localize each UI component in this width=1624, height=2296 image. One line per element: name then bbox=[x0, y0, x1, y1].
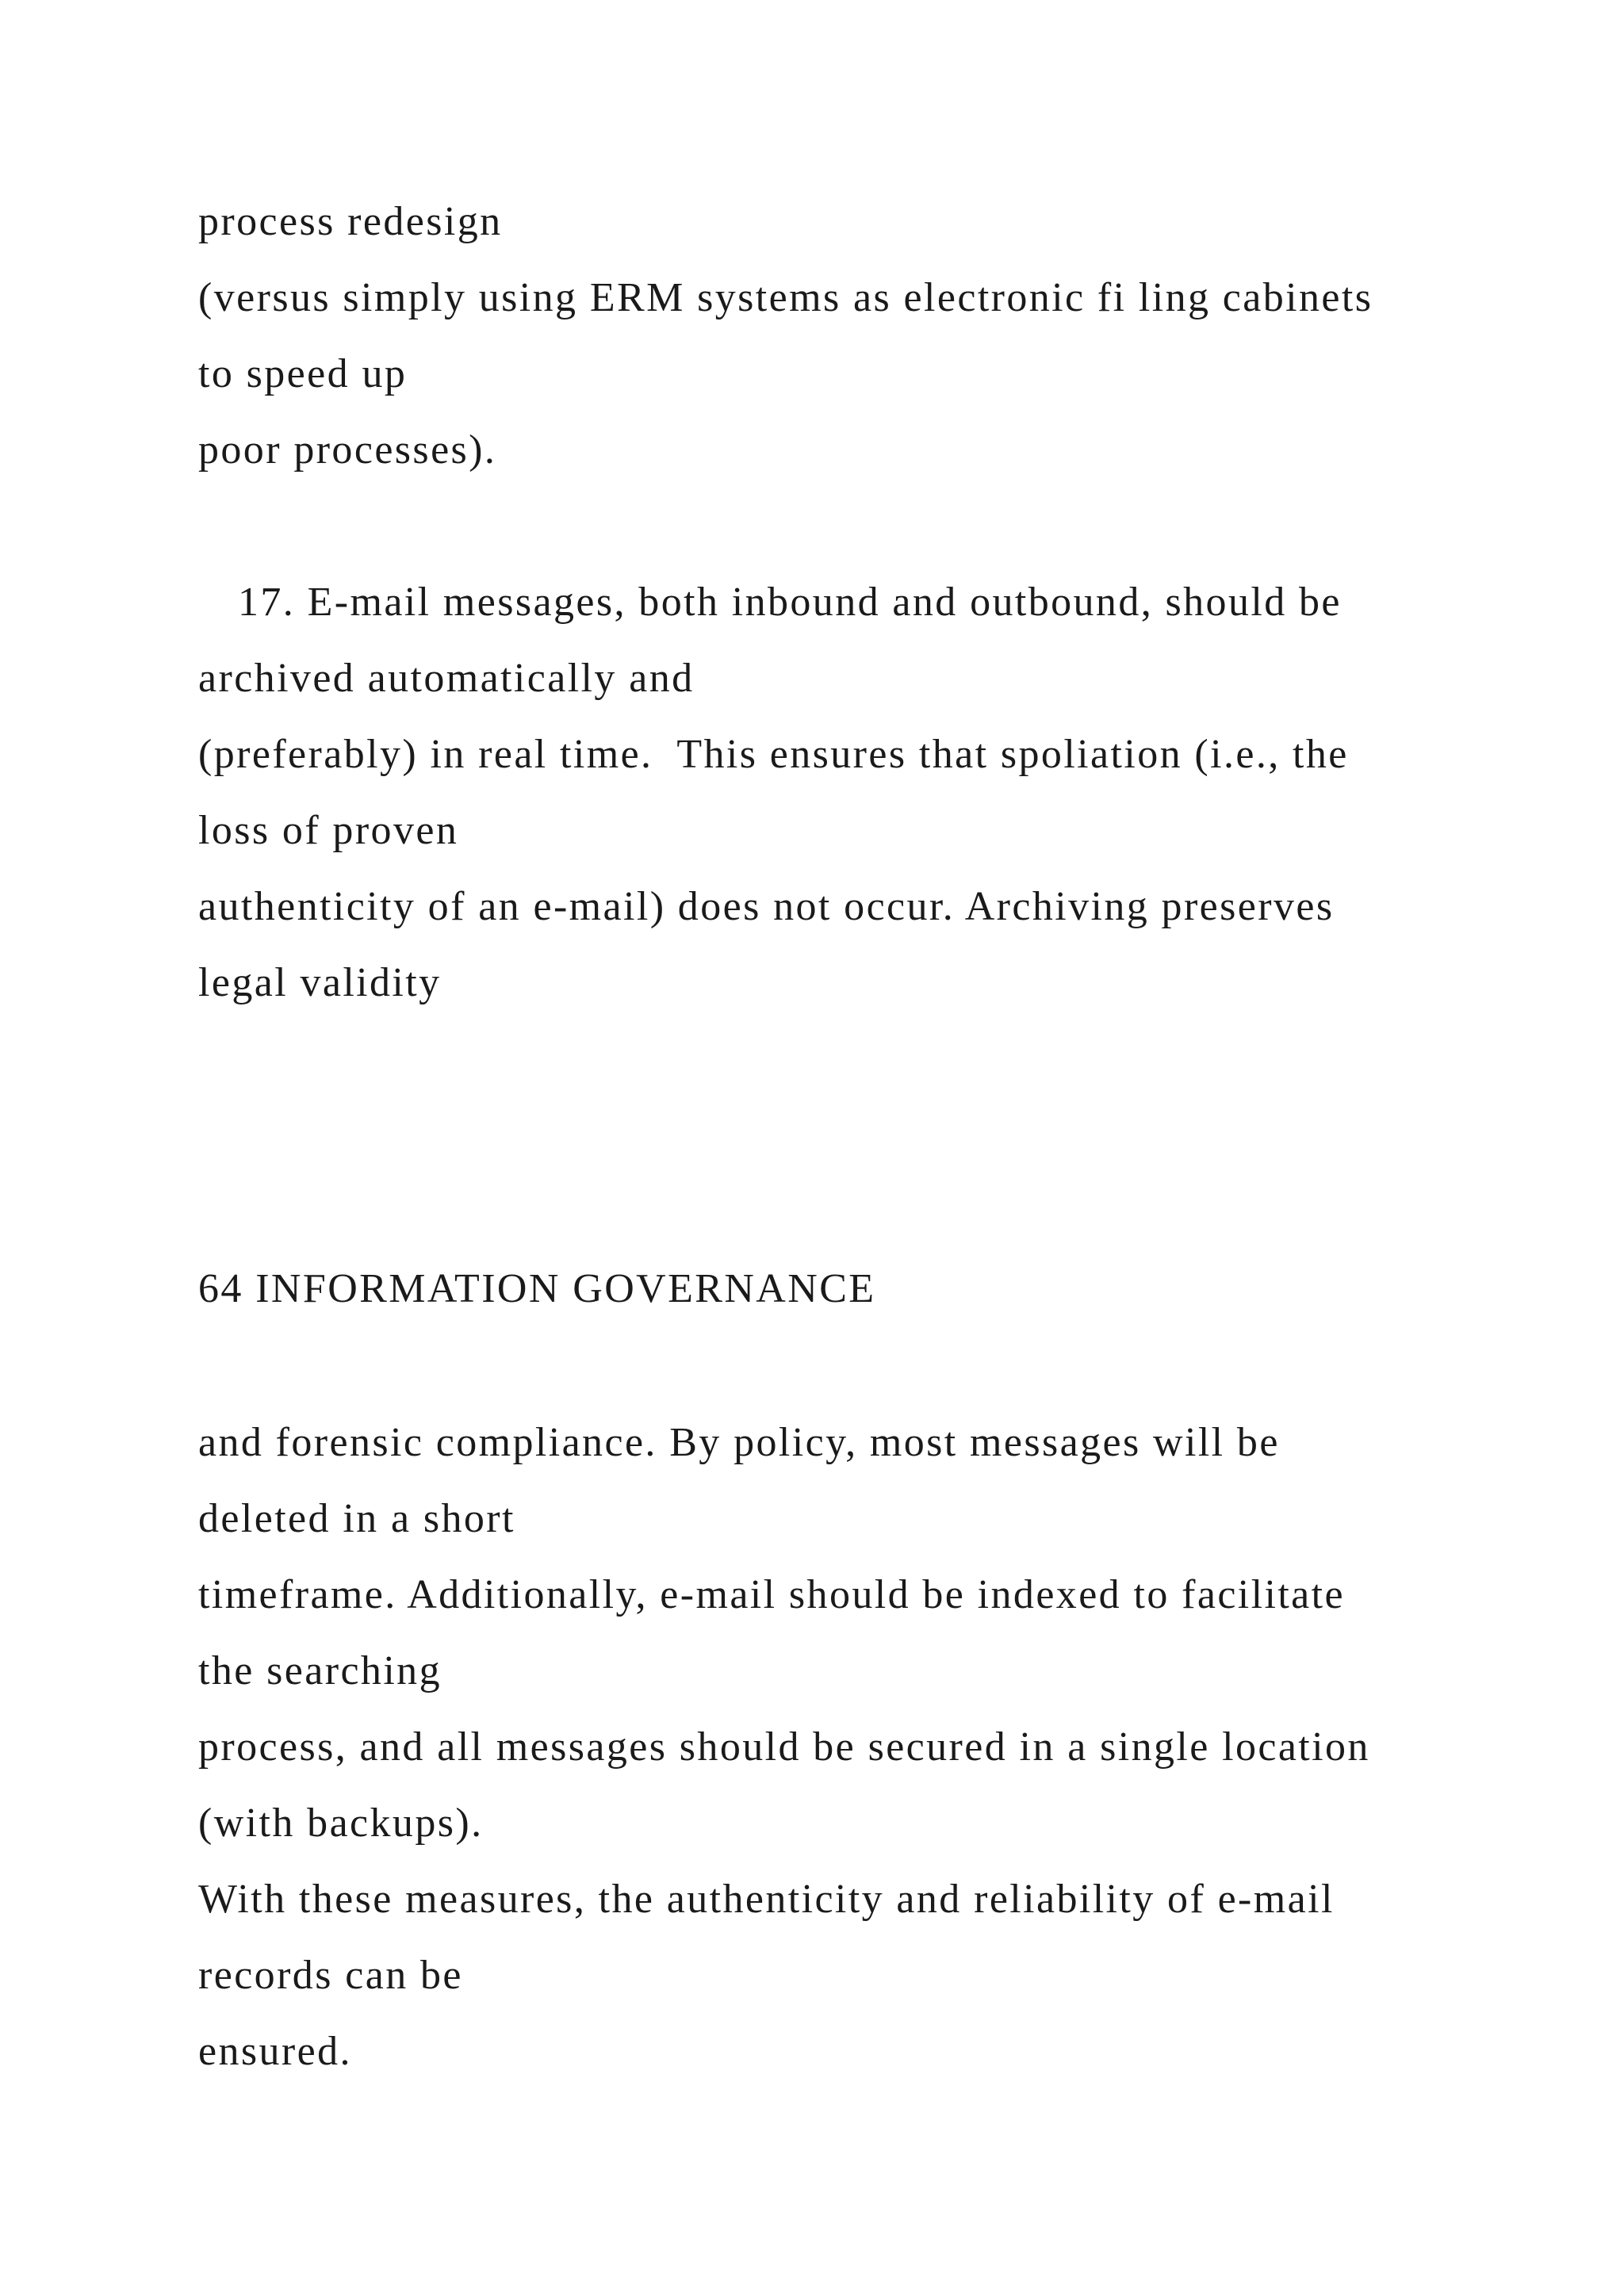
text-line: and forensic compliance. By policy, most messages will be bbox=[198, 1420, 1280, 1465]
text-line: (with backups). bbox=[198, 1800, 484, 1846]
text-line: legal validity bbox=[198, 960, 442, 1005]
running-header: 64 INFORMATION GOVERNANCE bbox=[198, 1266, 876, 1311]
text-line: With these measures, the authenticity and reliability of e-mail bbox=[198, 1877, 1335, 1922]
text-line: ensured. bbox=[198, 2029, 352, 2074]
text-line: the searching bbox=[198, 1648, 442, 1693]
text-line: process, and all messages should be secured in a single location bbox=[198, 1724, 1370, 1770]
text-line: loss of proven bbox=[198, 808, 459, 853]
text-line: archived automatically and bbox=[198, 656, 695, 701]
text-line: process redesign bbox=[198, 199, 503, 244]
text-line: (versus simply using ERM systems as electronic fi ling cabinets bbox=[198, 275, 1373, 320]
list-item-17: 17. E-mail messages, both inbound and outbound, should be bbox=[238, 580, 1342, 625]
text-line: timeframe. Additionally, e-mail should be indexed to facilitate bbox=[198, 1572, 1345, 1617]
text-line: (preferably) in real time. This ensures that spoliation (i.e., the bbox=[198, 732, 1349, 777]
text-line: deleted in a short bbox=[198, 1496, 515, 1541]
text-line: poor processes). bbox=[198, 427, 497, 473]
text-line: authenticity of an e-mail) does not occur. Archiving preserves bbox=[198, 884, 1335, 929]
text-line: to speed up bbox=[198, 351, 408, 396]
text-line: records can be bbox=[198, 1953, 463, 1998]
